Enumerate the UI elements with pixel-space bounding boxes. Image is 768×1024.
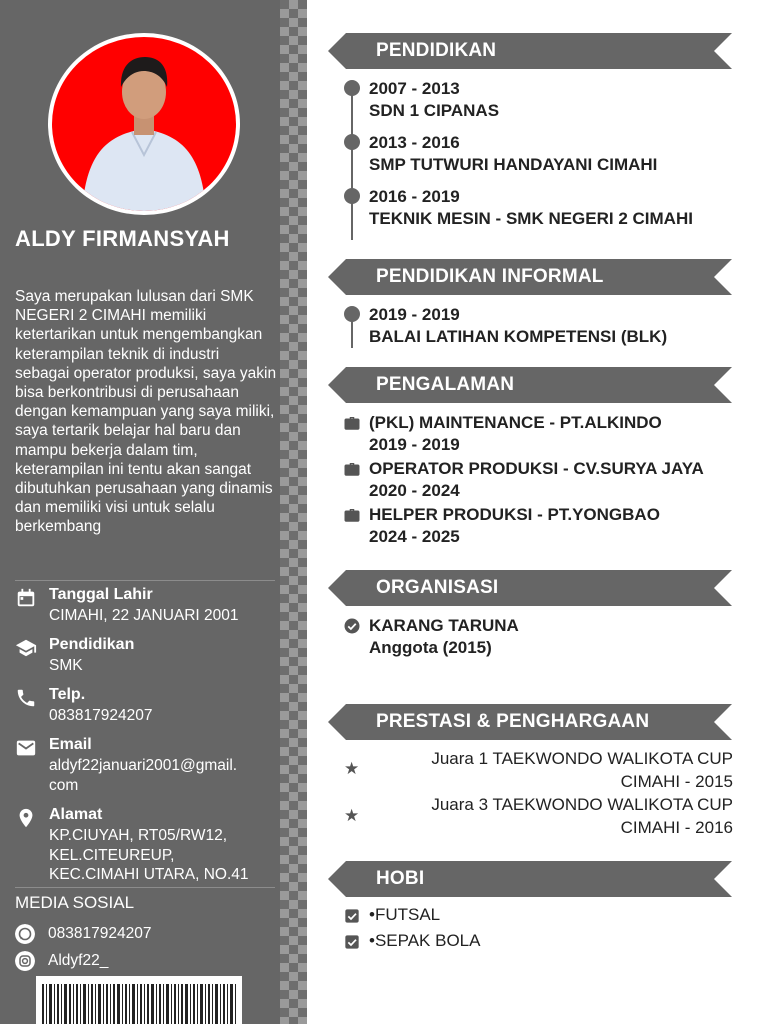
birth-title: Tanggal Lahir xyxy=(49,586,153,603)
profile-summary: Saya merupakan lulusan dari SMK NEGERI 2 CIMAHI memiliki ketertarikan untuk mengembangkan keterampilan teknik di industri sebagai operator produksi, saya yakin bisa berkontribusi di perusahaan dengan kemampuan yang saya miliki, saya tertarik belajar hal baru dan mampu bekerja dalam tim, keterampilan ini tentu akan sangat dibutuhkan perusahaan yang dinamis dan memiliki visi untuk selalu berkembang xyxy=(15,288,277,536)
education-entry xyxy=(369,78,499,121)
organization-entry xyxy=(369,615,519,658)
envelope-icon xyxy=(15,737,37,759)
education-school: SDN 1 CIPANAS xyxy=(369,100,500,120)
education-years: 2016 - 2019 xyxy=(369,187,460,206)
profile-photo-frame xyxy=(48,33,240,215)
address-title: Alamat xyxy=(49,806,103,823)
briefcase-icon xyxy=(343,506,361,524)
experience-years: 2019 - 2019 xyxy=(369,434,460,454)
phone-value: 083817924207 xyxy=(49,707,153,724)
timeline-line xyxy=(351,86,353,240)
informal-entry xyxy=(369,304,667,347)
hobby-item: •FUTSAL xyxy=(369,905,441,924)
award-line: CIMAHI - 2016 xyxy=(620,817,733,837)
section-title: PRESTASI & PENGHARGAAN xyxy=(376,711,650,732)
whatsapp-number: 083817924207 xyxy=(48,925,152,942)
instagram-handle: Aldyf22_ xyxy=(48,952,109,969)
section-title: PENGALAMAN xyxy=(376,374,515,395)
award-line: Juara 3 TAEKWONDO WALIKOTA CUP xyxy=(431,795,733,814)
email-value-line: com xyxy=(49,776,79,794)
divider xyxy=(15,580,275,581)
education-value: SMK xyxy=(49,657,83,674)
informal-years: 2019 - 2019 xyxy=(369,305,460,324)
checkbox-checked-icon xyxy=(344,908,360,924)
experience-entry xyxy=(369,458,704,501)
social-media-title: MEDIA SOSIAL xyxy=(15,893,135,912)
experience-title: (PKL) MAINTENANCE - PT.ALKINDO xyxy=(369,413,662,432)
section-banner-pengalaman xyxy=(328,367,732,403)
barcode-icon xyxy=(42,984,236,1024)
checker-strip xyxy=(280,0,307,1024)
education-title: Pendidikan xyxy=(49,636,135,653)
section-title: ORGANISASI xyxy=(376,577,499,598)
section-banner-prestasi xyxy=(328,704,732,740)
experience-entry xyxy=(369,504,660,547)
education-entry xyxy=(369,132,657,175)
person-portrait-icon xyxy=(52,37,236,211)
location-pin-icon xyxy=(15,807,37,829)
sidebar xyxy=(0,0,280,1024)
timeline-dot xyxy=(344,134,360,150)
calendar-icon xyxy=(15,587,37,609)
section-banner-hobi xyxy=(328,861,732,897)
check-circle-icon xyxy=(343,617,361,635)
address-line: KEC.CIMAHI UTARA, NO.41 xyxy=(49,866,249,883)
email-value-line: aldyf22januari2001@gmail. xyxy=(49,757,238,774)
address-line: KP.CIUYAH, RT05/RW12, xyxy=(49,827,228,844)
star-icon: ★ xyxy=(344,806,360,825)
instagram-icon xyxy=(15,951,35,971)
email-title: Email xyxy=(49,736,92,753)
address-value xyxy=(49,826,279,885)
graduation-cap-icon xyxy=(15,637,37,659)
experience-entry xyxy=(369,412,662,455)
timeline-dot xyxy=(344,80,360,96)
profile-photo xyxy=(52,37,236,211)
timeline-dot xyxy=(344,306,360,322)
award-entry xyxy=(362,748,733,793)
section-banner-pendidikan xyxy=(328,33,732,69)
education-school: TEKNIK MESIN - SMK NEGERI 2 CIMAHI xyxy=(369,208,693,228)
timeline-dot xyxy=(344,188,360,204)
experience-years: 2020 - 2024 xyxy=(369,480,460,500)
award-entry xyxy=(362,794,733,839)
experience-title: HELPER PRODUKSI - PT.YONGBAO xyxy=(369,505,660,524)
section-title: PENDIDIKAN xyxy=(376,40,497,61)
hobby-item: •SEPAK BOLA xyxy=(369,931,481,950)
checkbox-checked-icon xyxy=(344,934,360,950)
education-school: SMP TUTWURI HANDAYANI CIMAHI xyxy=(369,154,658,174)
phone-icon xyxy=(15,687,37,709)
experience-title: OPERATOR PRODUKSI - CV.SURYA JAYA xyxy=(369,459,704,478)
organization-role: Anggota (2015) xyxy=(369,637,492,657)
informal-school: BALAI LATIHAN KOMPETENSI (BLK) xyxy=(369,326,668,346)
section-banner-organisasi xyxy=(328,570,732,606)
phone-title: Telp. xyxy=(49,686,86,703)
barcode xyxy=(36,976,242,1024)
email-value xyxy=(49,756,279,795)
award-line: CIMAHI - 2015 xyxy=(620,771,733,791)
divider xyxy=(15,887,275,888)
full-name: ALDY FIRMANSYAH xyxy=(15,226,230,251)
briefcase-icon xyxy=(343,414,361,432)
education-years: 2007 - 2013 xyxy=(369,79,460,98)
birth-value: CIMAHI, 22 JANUARI 2001 xyxy=(49,607,239,624)
address-line: KEL.CITEUREUP, xyxy=(49,846,175,864)
award-line: Juara 1 TAEKWONDO WALIKOTA CUP xyxy=(431,749,733,768)
briefcase-icon xyxy=(343,460,361,478)
star-icon: ★ xyxy=(344,759,360,778)
experience-years: 2024 - 2025 xyxy=(369,526,460,546)
section-title: HOBI xyxy=(376,868,425,889)
whatsapp-icon xyxy=(15,924,35,944)
education-years: 2013 - 2016 xyxy=(369,133,460,152)
education-entry xyxy=(369,186,693,229)
section-title: PENDIDIKAN INFORMAL xyxy=(376,266,604,287)
section-banner-informal xyxy=(328,259,732,295)
organization-name: KARANG TARUNA xyxy=(369,616,519,635)
